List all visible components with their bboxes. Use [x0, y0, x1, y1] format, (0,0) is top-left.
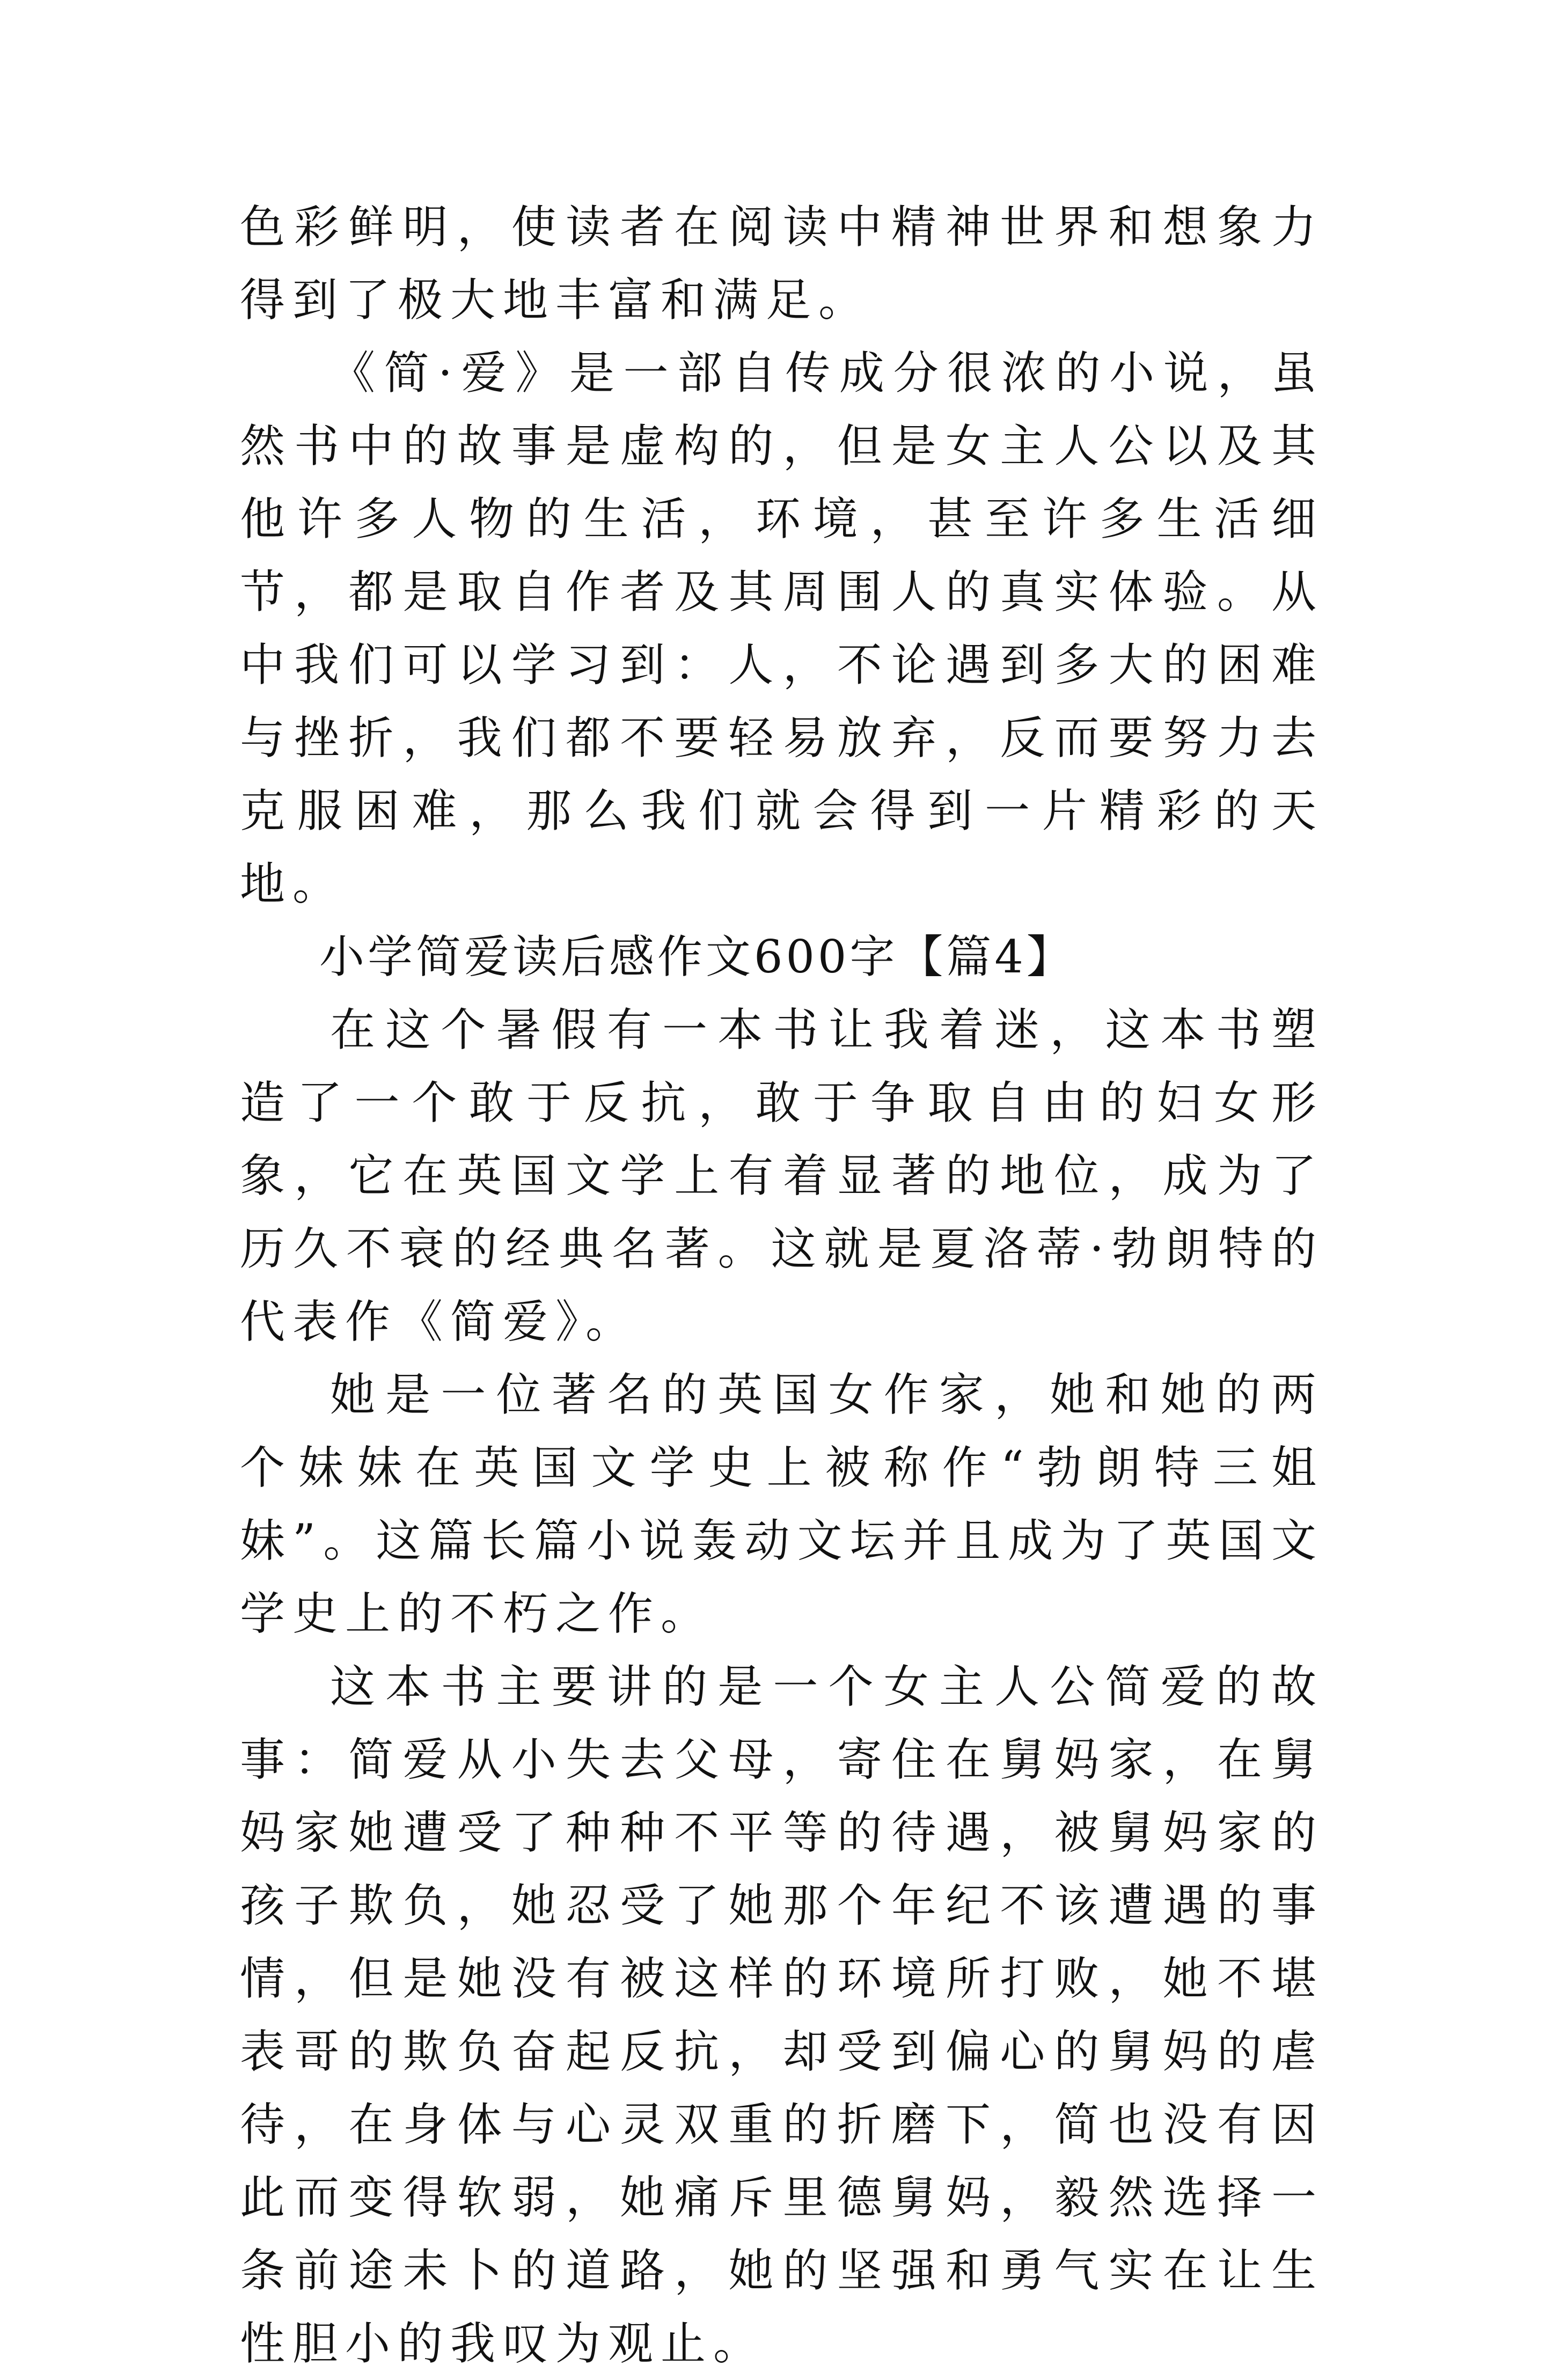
- document-body: [240, 191, 1324, 2380]
- section-heading: 小学简爱读后感作文600字【篇4】: [319, 931, 1075, 983]
- paragraph-jane-eyre-autobiographical: 《简·爱》是一部自传成分很浓的小说，虽然书中的故事是虚构的，但是女主人公以及其他许多人物的生活，环境，甚至许多生活细节，都是取自作者及其周围人的真实体验。从中我们可以学习到：人，不论遇到多大的困难与挫折，我们都不要轻易放弃，反而要努力去克服困难，那么我们就会得到一片精彩的天地。: [240, 347, 1324, 910]
- paragraph-story-summary: 这本书主要讲的是一个女主人公简爱的故事：简爱从小失去父母，寄住在舅妈家，在舅妈家她遭受了种种不平等的待遇，被舅妈家的孩子欺负，她忍受了她那个年纪不该遭遇的事情，但是她没有被这样的环境所打败，她不堪表哥的欺负奋起反抗，却受到偏心的舅妈的虐待，在身体与心灵双重的折磨下，简也没有因此而变得软弱，她痛斥里德舅妈，毅然选择一条前途未卜的道路，她的坚强和勇气实在让生性胆小的我叹为观止。: [240, 1660, 1324, 2370]
- paragraph-author-bronte: 她是一位著名的英国女作家，她和她的两个妹妹在英国文学史上被称作“勃朗特三姐妹”。这篇长篇小说轰动文坛并且成为了英国文学史上的不朽之作。: [240, 1368, 1324, 1640]
- paragraph-continuation: 色彩鲜明，使读者在阅读中精神世界和想象力得到了极大地丰富和满足。: [240, 201, 1324, 326]
- paragraph-summer-book: 在这个暑假有一本书让我着迷，这本书塑造了一个敢于反抗，敢于争取自由的妇女形象，它在英国文学上有着显著的地位，成为了历久不衰的经典名著。这就是夏洛蒂·勃朗特的代表作《简爱》。: [240, 1004, 1324, 1348]
